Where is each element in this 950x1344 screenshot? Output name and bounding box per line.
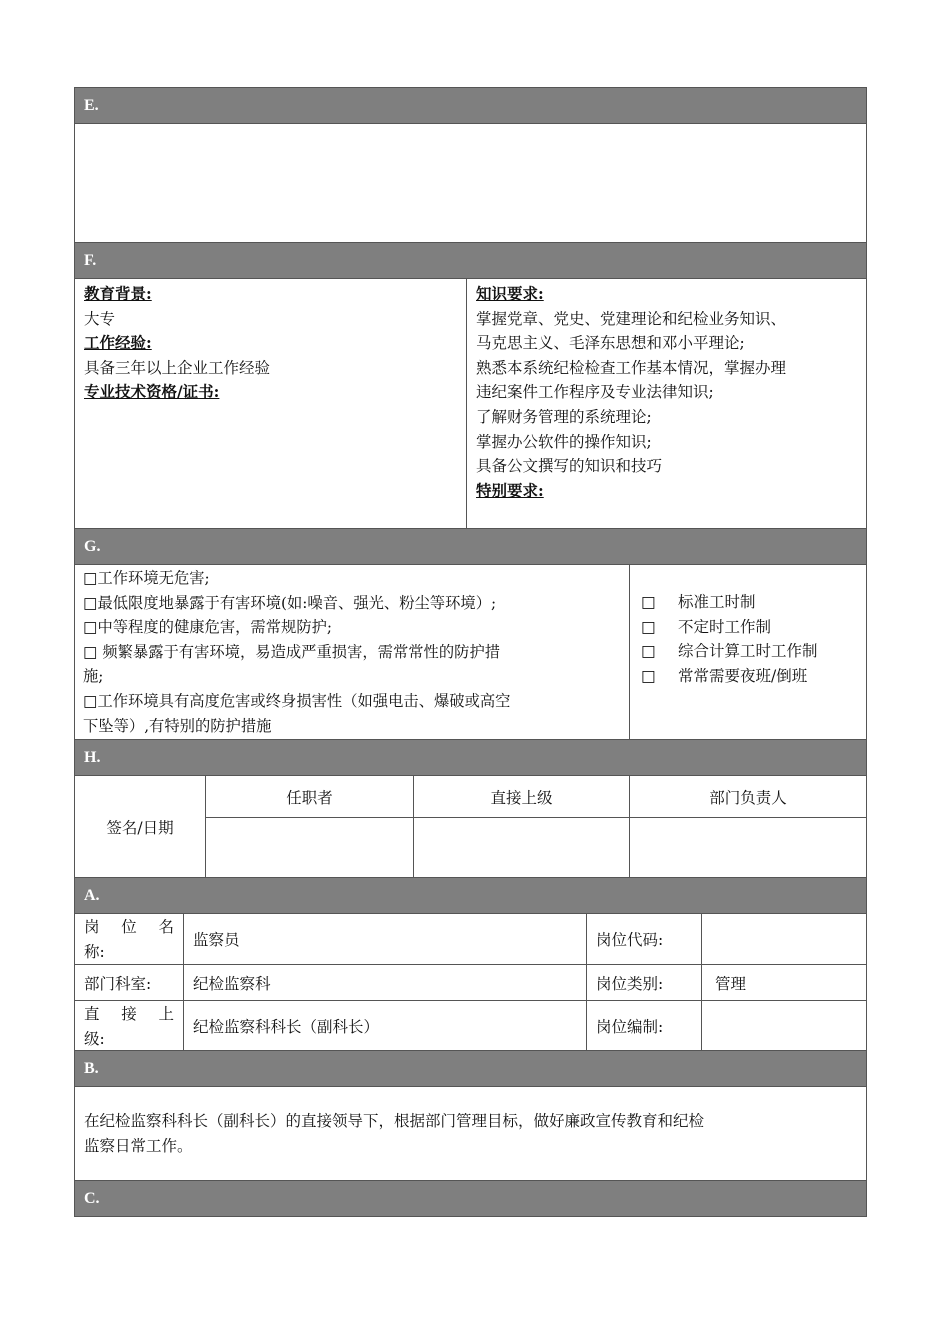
- responsibility-line: 监察日常工作。: [84, 1136, 193, 1155]
- supervisor-value-text: 纪检监察科科长（副科长）: [193, 1017, 380, 1036]
- knowledge-heading: 知识要求:: [476, 284, 544, 303]
- headcount-label: [586, 1000, 702, 1051]
- position-code-label: [586, 913, 702, 965]
- position-name-value: [183, 913, 587, 965]
- checkbox-icon[interactable]: □: [641, 642, 656, 661]
- department-value: [183, 964, 587, 1001]
- position-category-value: [701, 964, 867, 1001]
- knowledge-line: 马克思主义、毛泽东思想和邓小平理论;: [476, 334, 745, 353]
- label-char: 称:: [84, 942, 105, 961]
- headcount-value: [701, 1000, 867, 1051]
- incumbent-label: 任职者: [286, 788, 333, 807]
- schedule-option[interactable]: [641, 639, 818, 664]
- knowledge-line: 具备公文撰写的知识和技巧: [476, 457, 663, 476]
- section-e-label: E.: [84, 96, 99, 114]
- section-b-label: B.: [84, 1059, 99, 1077]
- section-f-header: [74, 242, 867, 279]
- environment-option[interactable]: □ 频繁暴露于有害环境，易造成严重损害，需常常性的防护措: [83, 642, 501, 661]
- schedule-option-label: 标准工时制: [678, 593, 756, 611]
- department-label-text: 部门科室:: [84, 974, 152, 993]
- section-a-label: A.: [84, 886, 100, 904]
- knowledge-line: 熟悉本系统纪检检查工作基本情况，掌握办理: [476, 358, 787, 377]
- dept-head-label: 部门负责人: [709, 788, 787, 807]
- knowledge-line: 掌握办公软件的操作知识;: [476, 432, 652, 451]
- position-code-value: [701, 913, 867, 965]
- signature-col-header: [629, 775, 867, 818]
- position-category-value-text: 管理: [715, 974, 747, 993]
- knowledge-line: 违纪案件工作程序及专业法律知识;: [476, 383, 714, 402]
- label-char: 接: [121, 1005, 137, 1023]
- schedule-option[interactable]: [641, 590, 818, 615]
- section-h-label: H.: [84, 748, 101, 766]
- section-g-label: G.: [84, 537, 101, 555]
- label-char: 上: [158, 1005, 174, 1023]
- label-char: 名: [158, 918, 174, 936]
- checkbox-icon[interactable]: □: [641, 593, 656, 611]
- position-category-text: 岗位类别:: [596, 974, 664, 993]
- certificate-heading: 专业技术资格/证书:: [84, 382, 220, 402]
- qualification-cell: [74, 278, 467, 529]
- supervisor-label: 直接上级: [490, 788, 553, 807]
- label-char: 级:: [84, 1029, 105, 1048]
- department-label: [74, 964, 184, 1001]
- knowledge-line: 掌握党章、党史、党建理论和纪检业务知识、: [476, 309, 787, 328]
- section-a-header: [74, 877, 867, 914]
- supervisor-signature-field[interactable]: [413, 817, 630, 878]
- environment-option[interactable]: □中等程度的健康危害，需常规防护;: [83, 618, 333, 637]
- label-char: 直: [84, 1005, 100, 1023]
- supervisor-label-cell: [74, 1000, 184, 1051]
- signature-col-header: [205, 775, 414, 818]
- signature-row-label: [74, 775, 206, 878]
- schedule-option-label: 不定时工作制: [678, 617, 772, 636]
- section-e-body: [74, 123, 867, 243]
- environment-option[interactable]: □最低限度地暴露于有害环境(如:噪音、强光、粉尘等环境）;: [83, 593, 497, 612]
- headcount-label-text: 岗位编制:: [596, 1017, 664, 1036]
- experience-heading: 工作经验:: [84, 333, 152, 353]
- incumbent-signature-field[interactable]: [205, 817, 414, 878]
- environment-option-cont: 施;: [83, 667, 104, 686]
- experience-value: 具备三年以上企业工作经验: [84, 358, 271, 377]
- knowledge-line: 了解财务管理的系统理论;: [476, 407, 652, 426]
- checkbox-icon[interactable]: □: [641, 666, 656, 685]
- schedule-option-label: 综合计算工时工作制: [678, 642, 818, 661]
- label-char: 岗: [84, 918, 100, 936]
- education-heading: 教育背景:: [84, 284, 152, 303]
- environment-option[interactable]: □工作环境具有高度危害或终身损害性（如强电击、爆破或高空: [83, 691, 511, 710]
- responsibility-line: 在纪检监察科科长（副科长）的直接领导下，根据部门管理目标，做好廉政宣传教育和纪检: [84, 1112, 705, 1130]
- schedule-cell: [629, 564, 867, 740]
- position-code-text: 岗位代码:: [596, 931, 664, 949]
- environment-option-cont: 下坠等）,有特别的防护措施: [83, 716, 272, 735]
- environment-option[interactable]: □工作环境无危害;: [83, 569, 210, 587]
- position-category-label: [586, 964, 702, 1001]
- department-value-text: 纪检监察科: [193, 974, 271, 993]
- schedule-option[interactable]: [641, 664, 818, 689]
- section-f-label: F.: [84, 251, 97, 269]
- section-b-body: [74, 1086, 867, 1181]
- special-heading: 特别要求:: [476, 480, 544, 500]
- knowledge-cell: [466, 278, 867, 529]
- signature-date-label: 签名/日期: [106, 818, 174, 837]
- section-b-header: [74, 1050, 867, 1087]
- dept-head-signature-field[interactable]: [629, 817, 867, 878]
- label-char: 位: [121, 918, 137, 936]
- position-name-label-cell: [74, 913, 184, 965]
- supervisor-value: [183, 1000, 587, 1051]
- schedule-option-label: 常常需要夜班/倒班: [678, 666, 808, 685]
- schedule-option[interactable]: [641, 615, 818, 640]
- section-c-header: [74, 1180, 867, 1217]
- section-e-header: [74, 87, 867, 124]
- position-name-text: 监察员: [193, 931, 240, 949]
- section-h-header: [74, 739, 867, 776]
- section-c-label: C.: [84, 1189, 100, 1207]
- checkbox-icon[interactable]: □: [641, 617, 656, 636]
- education-value: 大专: [84, 309, 116, 328]
- signature-col-header: [413, 775, 630, 818]
- environment-cell: [74, 564, 630, 740]
- section-g-header: [74, 528, 867, 565]
